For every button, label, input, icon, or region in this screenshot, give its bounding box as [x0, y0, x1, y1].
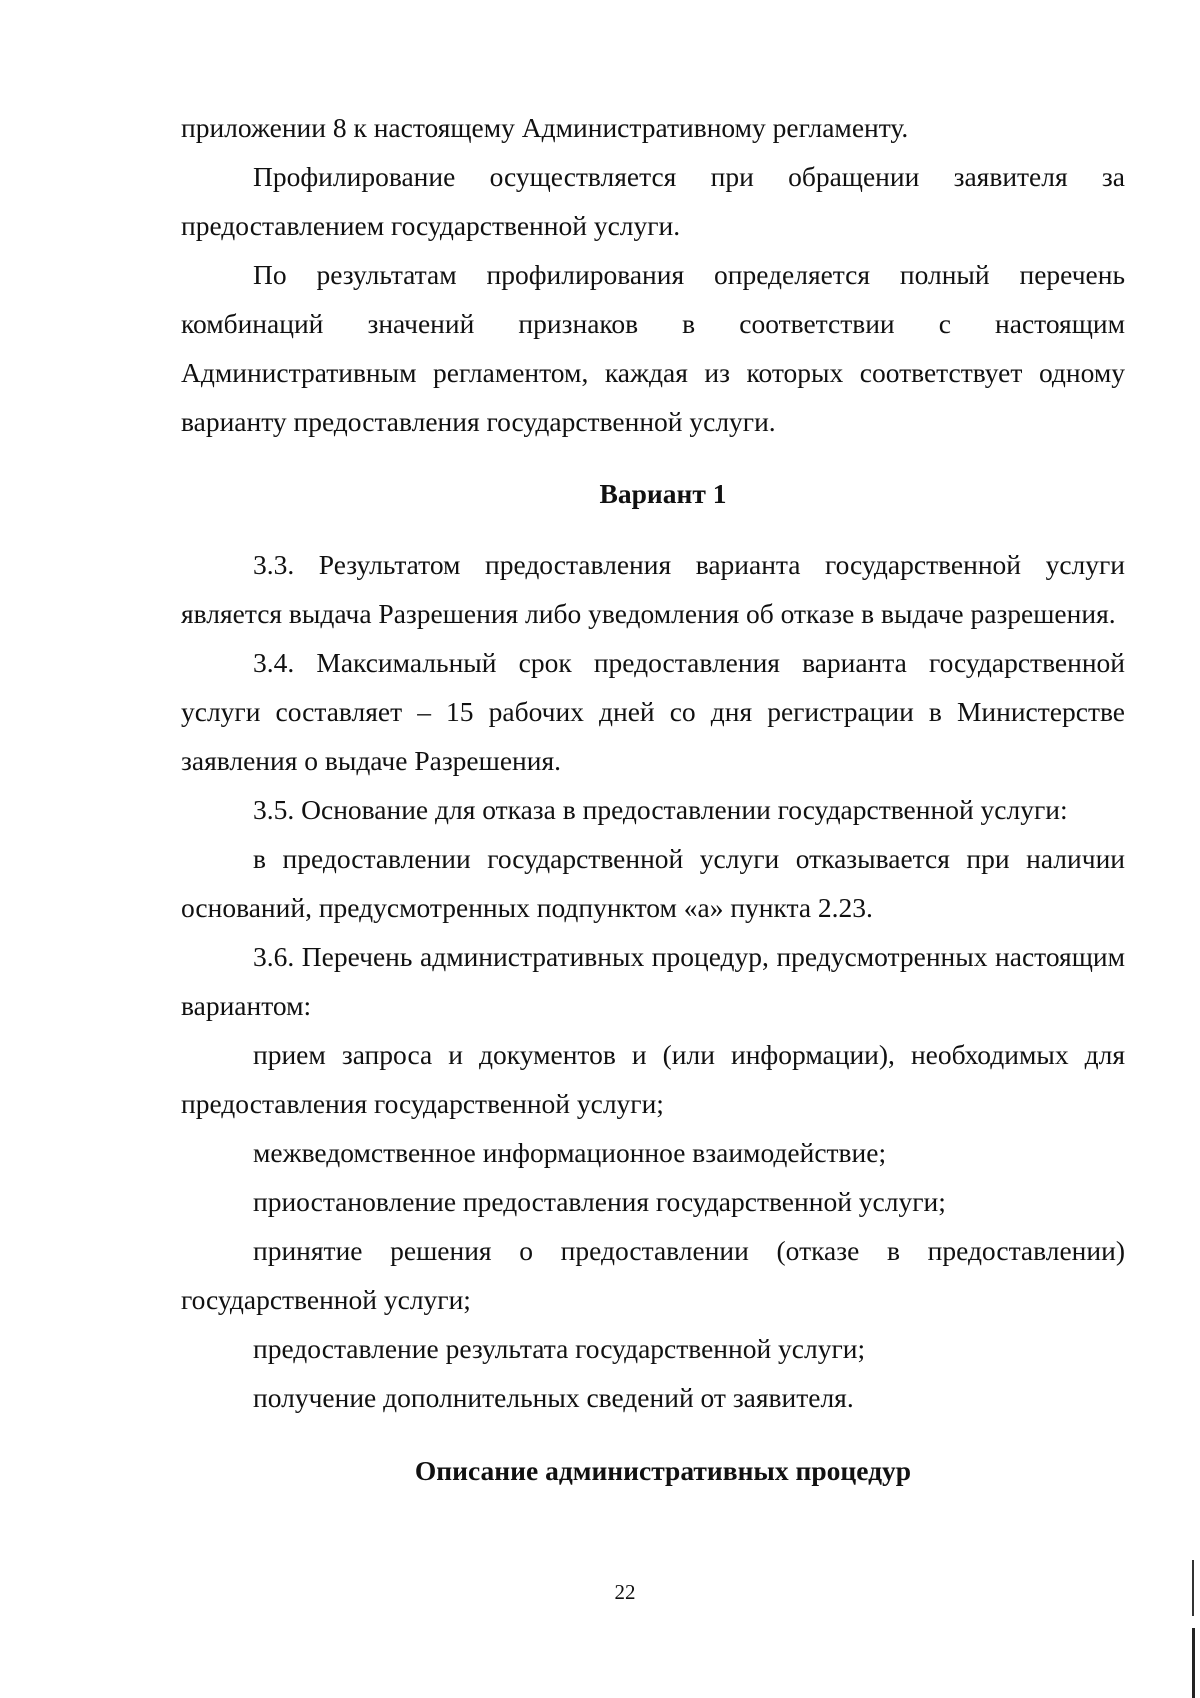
- paragraph: принятие решения о предоставлении (отказе в предоставлении) государственной услуги;: [181, 1235, 1125, 1315]
- paragraph: предоставление результата государственной услуги;: [253, 1333, 866, 1364]
- paragraph: 3.5. Основание для отказа в предоставлении государственной услуги:: [253, 794, 1068, 825]
- paragraph: По результатам профилирования определяется полный перечень комбинаций значений признаков в соответствии с настоящим Административным регламентом, каждая из которых соответствует одному варианту предоставления государственной услуги.: [181, 259, 1125, 437]
- paragraph: 3.6. Перечень административных процедур, предусмотренных настоящим вариантом:: [181, 941, 1125, 1021]
- variant-section: [181, 540, 1125, 1422]
- document-body: [181, 103, 1125, 1495]
- paragraph: прием запроса и документов и (или информации), необходимых для предоставления государственной услуги;: [181, 1039, 1125, 1119]
- heading-procedures-description: Описание административных процедур: [414, 1455, 912, 1486]
- heading-variant-1: Вариант 1: [599, 478, 727, 509]
- paragraph: приложении 8 к настоящему Административному регламенту.: [181, 112, 909, 143]
- scan-edge-mark: [1192, 1560, 1194, 1616]
- paragraph: получение дополнительных сведений от заявителя.: [253, 1382, 854, 1413]
- paragraph: приостановление предоставления государственной услуги;: [253, 1186, 946, 1217]
- paragraph: 3.3. Результатом предоставления варианта государственной услуги является выдача Разрешения либо уведомления об отказе в выдаче разрешения.: [181, 549, 1125, 629]
- paragraph: 3.4. Максимальный срок предоставления варианта государственной услуги составляет – 15 рабочих дней со дня регистрации в Министерстве заявления о выдаче Разрешения.: [181, 647, 1125, 776]
- intro-section: [181, 103, 1125, 446]
- paragraph: Профилирование осуществляется при обращении заявителя за предоставлением государственной услуги.: [181, 161, 1125, 241]
- page-number: 22: [614, 1580, 636, 1604]
- paragraph: межведомственное информационное взаимодействие;: [253, 1137, 887, 1168]
- scan-edge-mark: [1192, 1628, 1195, 1698]
- paragraph: в предоставлении государственной услуги отказывается при наличии оснований, предусмотренных подпунктом «а» пункта 2.23.: [181, 843, 1125, 923]
